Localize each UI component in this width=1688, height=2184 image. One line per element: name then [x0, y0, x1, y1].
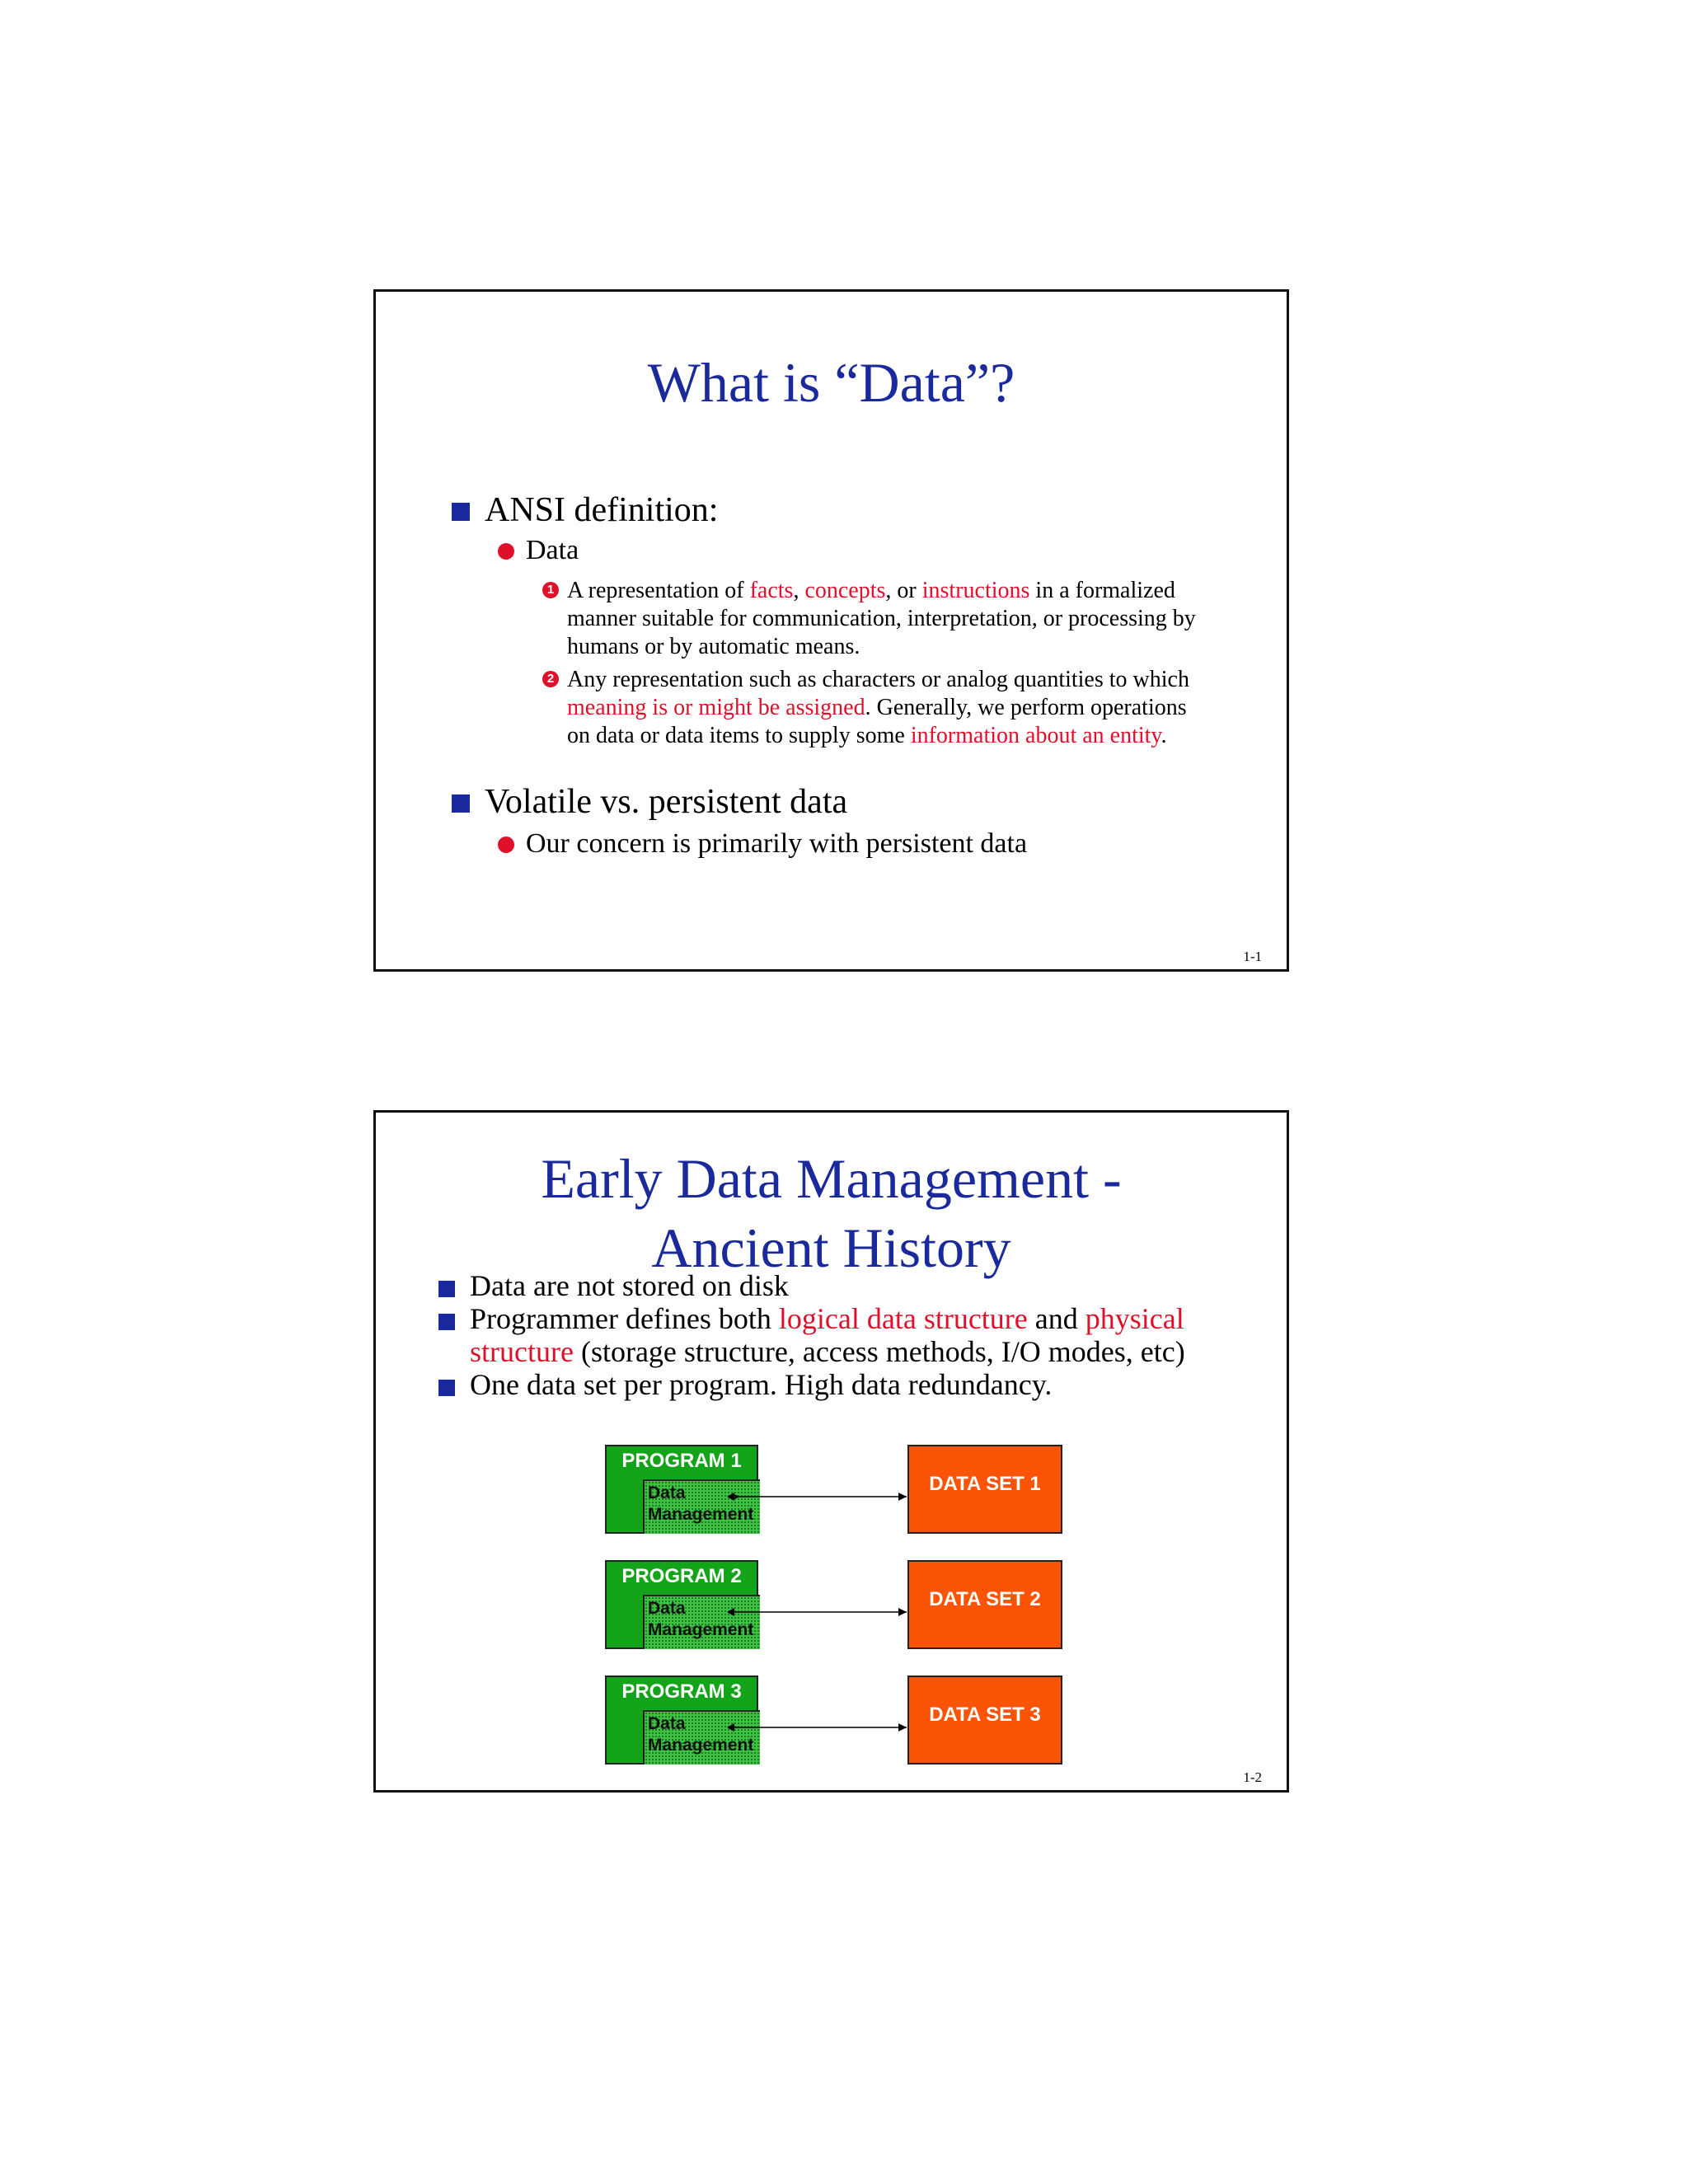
program-label: PROGRAM 3 — [621, 1680, 742, 1703]
slide-2 — [373, 1110, 1289, 1793]
arrowhead-back — [727, 1608, 734, 1616]
arrowhead-back — [727, 1493, 734, 1501]
bullet-text: ANSI definition: — [485, 491, 719, 529]
dm-line: Management — [648, 1505, 754, 1524]
dm-line: Management — [648, 1736, 754, 1755]
title-line-1: Early Data Management - — [541, 1147, 1122, 1210]
program-label: PROGRAM 1 — [621, 1450, 742, 1472]
sub-bullet-data — [526, 534, 579, 567]
sub-bullet-concern — [526, 827, 1027, 860]
highlight-instructions: instructions — [921, 578, 1030, 603]
sub-bullet-text: Data — [526, 535, 579, 565]
bullet-text: One data set per program. High data redundancy. — [470, 1368, 1053, 1401]
definition-2 — [546, 666, 1210, 750]
data-set-3-box: DATA SET 3 — [907, 1675, 1062, 1765]
arrowhead — [898, 1608, 907, 1616]
def-text: , or — [885, 578, 922, 603]
dm-line: Management — [648, 1620, 754, 1639]
arrowhead — [898, 1493, 907, 1501]
bullet-text: (storage structure, access methods, I/O modes, etc) — [573, 1335, 1185, 1368]
page-number: 1-1 — [1243, 949, 1262, 964]
highlight-facts: facts — [749, 578, 794, 603]
bullet-text: and — [1027, 1302, 1085, 1335]
def-text: , — [793, 578, 805, 603]
bullet-text: Volatile vs. persistent data — [485, 783, 848, 821]
number-1-icon: 1 — [542, 582, 559, 598]
circle-bullet-icon — [498, 543, 514, 560]
highlight-meaning: meaning is or might be assigned — [567, 695, 865, 720]
definition-1 — [546, 577, 1210, 661]
data-set-1-box: DATA SET 1 — [907, 1445, 1062, 1534]
arrow-2 — [727, 1608, 907, 1616]
def-text: . Generally, we perform operations on data or data items to supply some — [567, 695, 1187, 748]
def-text: in a formalized manner suitable for communication, interpretation, or processing by humans or by automatic means. — [567, 578, 1196, 659]
sub-bullet-text: Our concern is primarily with persistent data — [526, 828, 1028, 859]
program-label: PROGRAM 2 — [621, 1565, 742, 1587]
def-text: A representation of — [567, 578, 750, 603]
bullet-ansi-definition — [485, 490, 718, 531]
square-bullet-icon — [452, 794, 470, 813]
def-text: . — [1160, 723, 1167, 748]
highlight-physical: physical structure — [470, 1302, 1184, 1368]
arrow-1 — [727, 1493, 907, 1501]
title-line-2: Ancient History — [651, 1216, 1011, 1279]
highlight-logical: logical data structure — [778, 1302, 1028, 1335]
number-2-icon: 2 — [542, 671, 559, 687]
slide-1 — [373, 289, 1289, 972]
arrowhead-back — [727, 1723, 734, 1732]
connector-arrows — [376, 1113, 1287, 1790]
highlight-information: information about an entity — [910, 723, 1161, 748]
square-bullet-icon — [452, 503, 470, 521]
highlight-concepts: concepts — [804, 578, 886, 603]
bullet-text: Data are not stored on disk — [470, 1269, 789, 1302]
arrowhead — [898, 1723, 907, 1732]
bullet-volatile-persistent — [485, 781, 847, 823]
circle-bullet-icon — [498, 837, 514, 853]
dm-line: Data — [648, 1714, 686, 1733]
dm-line: Data — [648, 1599, 686, 1618]
data-set-2-box: DATA SET 2 — [907, 1560, 1062, 1649]
arrow-3 — [727, 1723, 907, 1732]
page-number: 1-2 — [1243, 1769, 1262, 1785]
def-text: Any representation such as characters or analog quantities to which — [567, 667, 1189, 692]
bullet-text: Programmer defines both — [470, 1302, 779, 1335]
dm-line: Data — [648, 1483, 686, 1502]
slide-title: What is “Data”? — [647, 351, 1015, 414]
